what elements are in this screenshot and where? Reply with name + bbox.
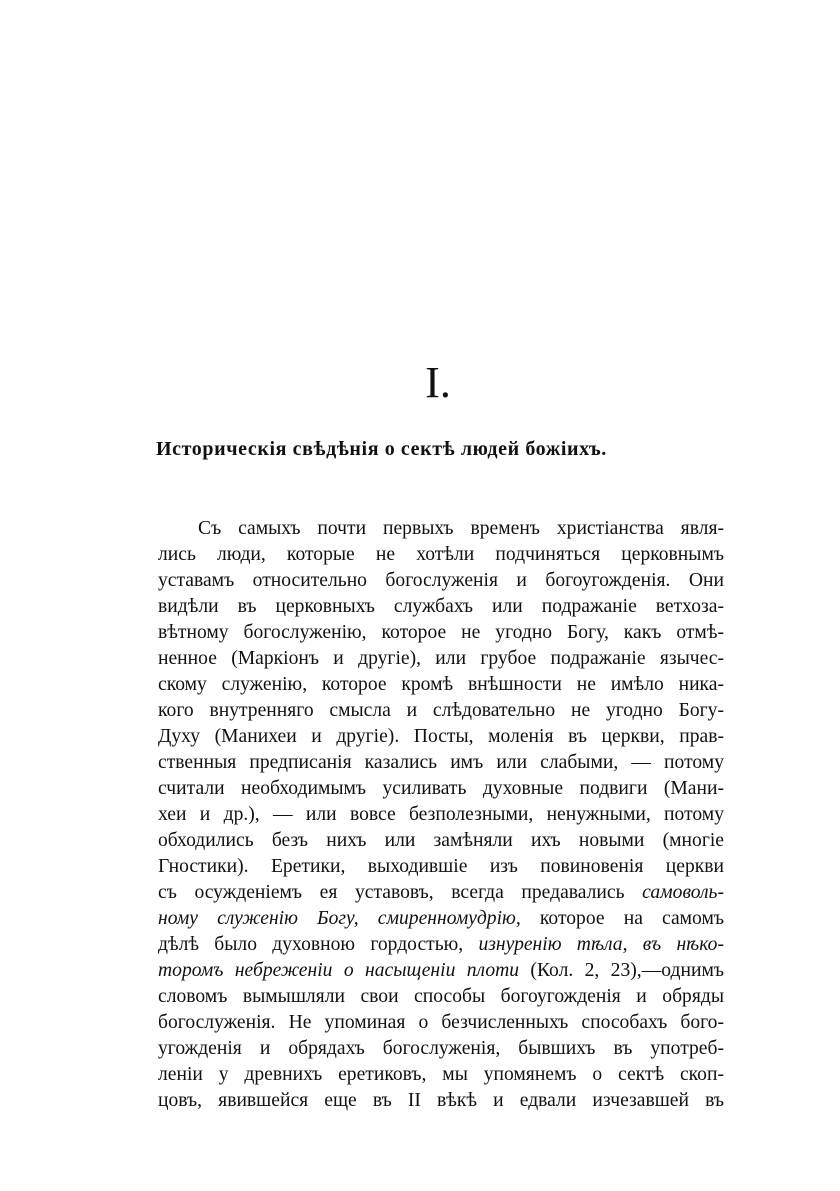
text-line [158, 1062, 724, 1088]
text-segment: Съ самыхъ почти первыхъ временъ христіанства явля- [198, 518, 724, 539]
text-line [158, 750, 724, 776]
text-line [158, 568, 724, 594]
text-line [158, 958, 724, 984]
text-line [158, 776, 724, 802]
text-line [158, 620, 724, 646]
text-segment: которое на самомъ [520, 908, 724, 929]
text-line [158, 698, 724, 724]
text-segment: лись люди, которые не хотѣли подчиняться церковнымъ [158, 544, 724, 565]
italic-text-segment: торомъ небреженіи о насыщеніи плоти [158, 960, 520, 981]
text-segment: леніи у древнихъ еретиковъ, мы упомянемъ о сектѣ скоп- [158, 1064, 724, 1085]
italic-text-segment: самоволь- [642, 882, 724, 903]
text-line [158, 1088, 724, 1114]
text-segment: угожденія и обрядахъ богослуженія, бывшихъ въ употреб- [158, 1038, 724, 1059]
text-line [158, 1010, 724, 1036]
text-line [158, 802, 724, 828]
text-segment: словомъ вымышляли свои способы богоугожденія и обряды [158, 986, 724, 1007]
text-line [158, 516, 724, 542]
italic-text-segment: ному служенію Богу, смиренномудрію, [158, 908, 521, 929]
text-segment: видѣли въ церковныхъ службахъ или подражаніе ветхоза- [158, 596, 724, 617]
chapter-title: Историческія свѣдѣнія о сектѣ людей божіихъ. [156, 438, 607, 460]
text-segment: Духу (Манихеи и другіе). Посты, моленія въ церкви, прав- [158, 726, 724, 747]
text-segment: хеи и др.), — или вовсе безполезными, ненужными, потому [158, 804, 724, 825]
text-segment: считали необходимымъ усиливать духовные подвиги (Мани- [158, 778, 724, 799]
text-segment: богослуженія. Не упоминая о безчисленныхъ способахъ бого- [158, 1012, 724, 1033]
italic-text-segment: изнуренію тѣла, въ нѣко- [478, 934, 724, 955]
text-line [158, 646, 724, 672]
body-paragraph [158, 516, 724, 1114]
text-line [158, 672, 724, 698]
text-segment: уставамъ относительно богослуженія и богоугожденія. Они [158, 570, 724, 591]
text-segment: кого внутренняго смысла и слѣдовательно не угодно Богу- [158, 700, 724, 721]
text-segment: съ осужденіемъ ея уставовъ, всегда предавались [158, 882, 643, 903]
text-line [158, 906, 724, 932]
text-segment: дѣлѣ было духовною гордостью, [158, 934, 479, 955]
text-segment: скому служенію, которое кромѣ внѣшности не имѣло ника- [158, 674, 724, 695]
text-segment: вѣтному богослуженію, которое не угодно Богу, какъ отмѣ- [158, 622, 724, 643]
text-segment: обходились безъ нихъ или замѣняли ихъ новыми (многіе [158, 830, 724, 851]
text-segment: ственныя предписанія казались имъ или слабыми, — потому [158, 752, 724, 773]
text-line [158, 594, 724, 620]
text-line [158, 854, 724, 880]
text-line [158, 828, 724, 854]
text-line [158, 984, 724, 1010]
text-line [158, 1036, 724, 1062]
text-segment: цовъ, явившейся еще въ II вѣкѣ и едвали изчезавшей въ [158, 1090, 724, 1111]
text-segment: Гностики). Еретики, выходившіе изъ повиновенія церкви [158, 856, 724, 877]
text-line [158, 542, 724, 568]
text-segment: ненное (Маркіонъ и другіе), или грубое подражаніе язычес- [158, 648, 724, 669]
text-line [158, 932, 724, 958]
chapter-number: I. [425, 358, 451, 407]
text-line [158, 724, 724, 750]
text-segment: (Кол. 2, 23),—однимъ [519, 960, 724, 981]
text-line [158, 880, 724, 906]
